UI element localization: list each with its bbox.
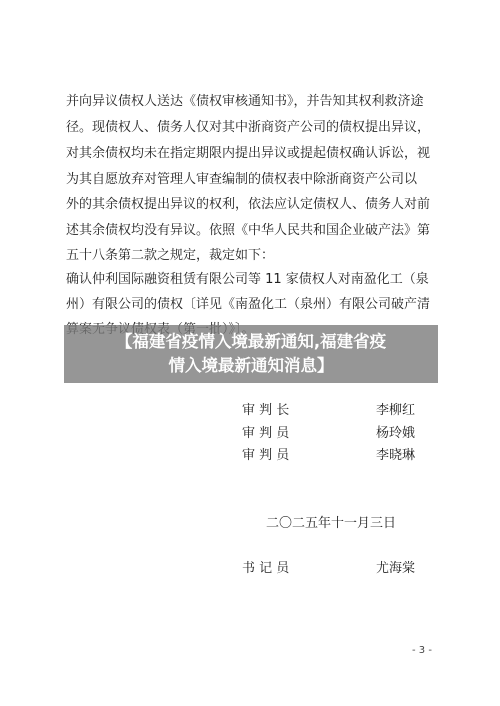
judge-title-2: 审 判 员: [242, 426, 290, 441]
body-line-7: 五十八条第二款之规定，裁定如下：: [66, 248, 275, 263]
judge-title-1: 审 判 长: [242, 403, 290, 418]
body-line-9: 州）有限公司的债权〔详见《南盈化工（泉州）有限公司破产清: [66, 297, 431, 312]
judge-name-1: 李柳红: [376, 403, 416, 418]
body-line-1: 并向异议债权人送达《债权审核通知书》，并告知其权利救济途: [66, 94, 424, 109]
body-line-8: 确认仲利国际融资租赁有限公司等 11 家债权人对南盈化工（泉: [66, 272, 429, 287]
title-overlay-banner: [64, 325, 438, 383]
clerk-title: 书 记 员: [242, 561, 290, 576]
body-line-5: 外的其余债权提出异议的权利，依法应认定债权人、债务人对前: [66, 197, 431, 212]
judge-title-3: 审 判 员: [242, 448, 290, 463]
banner-line-1: 【福建省疫情入境最新通知,福建省疫: [115, 332, 387, 351]
judge-name-2: 杨玲娥: [376, 426, 416, 441]
judge-name-3: 李晓琳: [376, 448, 416, 463]
banner-line-2: 情入境最新通知消息】: [168, 356, 334, 375]
clerk-name: 尤海棠: [376, 561, 416, 576]
body-line-6: 述其余债权均没有异议。依照《中华人民共和国企业破产法》第: [66, 223, 431, 238]
body-line-4: 为其自愿放弃对管理人审查编制的债权表中除浙商资产公司以: [66, 172, 418, 187]
page-number: - 3 -: [412, 645, 432, 656]
ruling-date: 二〇二五年十一月三日: [266, 516, 397, 531]
body-line-3: 对其余债权均未在指定期限内提出异议或提起债权确认诉讼，视: [66, 146, 431, 161]
body-line-2: 径。现债权人、债务人仅对其中浙商资产公司的债权提出异议，: [66, 120, 431, 135]
